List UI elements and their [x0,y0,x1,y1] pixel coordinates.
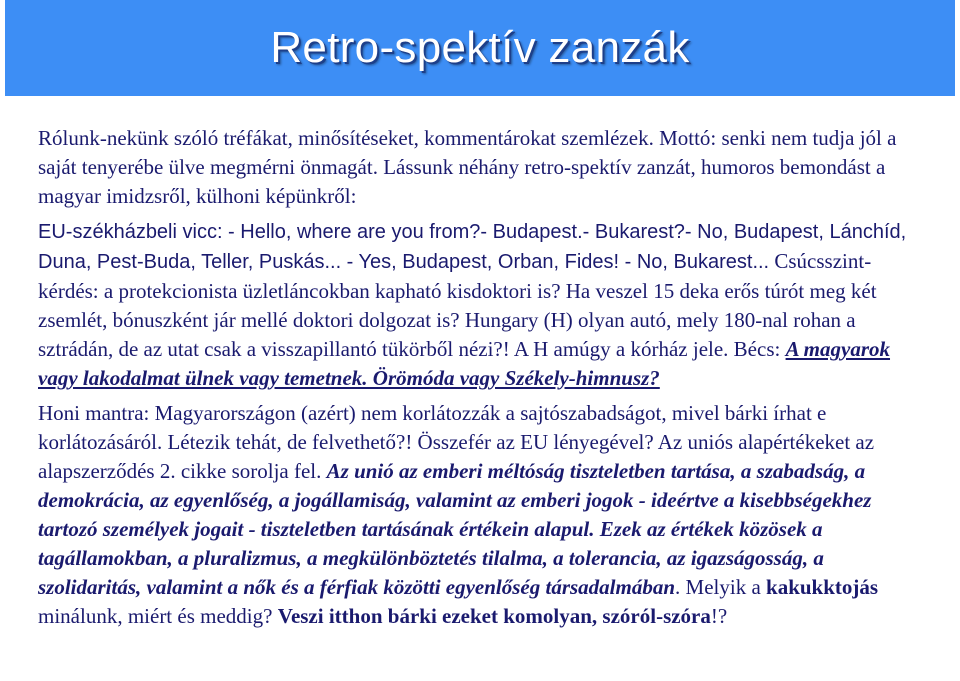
page-title: Retro-spektív zanzák [270,23,690,72]
mantra-text: Honi mantra: Magyarországon (azért) nem korlátozzák a sajtószabadságot, mivel bárki írhat e korlátozásáról. Létezik tehát, de felvethető?! Összefér az EU lényegével? Az uniós alapértékeket az alapszerződés 2. cikke sorolja fel. [38,401,875,483]
intro-paragraph [38,124,928,211]
closing-question: Veszi itthon bárki ezeket komolyan, szóról-szóra [277,604,711,628]
eu-joke-text: EU-székházbeli vicc: - Hello, where are you from?- Budapest.- Bukarest?- No, Budapest, Lánchíd, Duna, Pest-Buda, Teller, Puskás... - Yes, Budapest, Orban, Fides! - No, Bukarest... [38,221,907,273]
intro-text: Rólunk-nekünk szóló tréfákat, minősítéseket, kommentárokat szemlézek. Mottó: senki nem tudja jól a saját tenyerébe ülve megmérni önmagát. Lássunk néhány retro-spektív zanzát, humoros bemondást a magyar imidzsről, külhoni képünkről: [38,126,897,208]
title-banner [5,0,955,96]
article-body [38,124,928,637]
jokes-paragraph [38,217,928,393]
closing-punctuation: !? [710,604,728,628]
jokes-text: Csúcsszint-kérdés: a protekcionista üzletláncokban kapható kisdoktori is? Ha veszel 15 deka erős túrót meg két zsemlét, bónuszként jár mellé doktori dolgozat is? Hungary (H) olyan autó, mely 180-nal rohan a sztrádán, de az utat csak a visszapillantó tükörből nézi?! A H amúgy a kórház jele. Bécs: [38,249,877,361]
treaty-quote: Az unió az emberi méltóság tiszteletben tartása, a szabadság, a demokrácia, az egyenlőség, a jogállamiság, valamint az emberi jogok - ideértve a kisebbségekhez tartozó személyek jogait - tiszteletben tartásának értékein alapul. Ezek az értékek közösek a tagállamokban, a pluralizmus, a megkülönböztetés tilalma, a tolerancia, az igazságosság, a szolidaritás, valamint a nők és a férfiak közötti egyenlőség társadalmában [38,459,872,599]
question-text: . Melyik a [675,575,767,599]
question-text-2: minálunk, miért és meddig? [38,604,278,628]
mantra-paragraph [38,399,928,631]
kakukktojas-word: kakukktojás [766,575,879,599]
vienna-quote: A magyarok vagy lakodalmat ülnek vagy temetnek. Örömóda vagy Székely-himnusz? [38,337,891,390]
